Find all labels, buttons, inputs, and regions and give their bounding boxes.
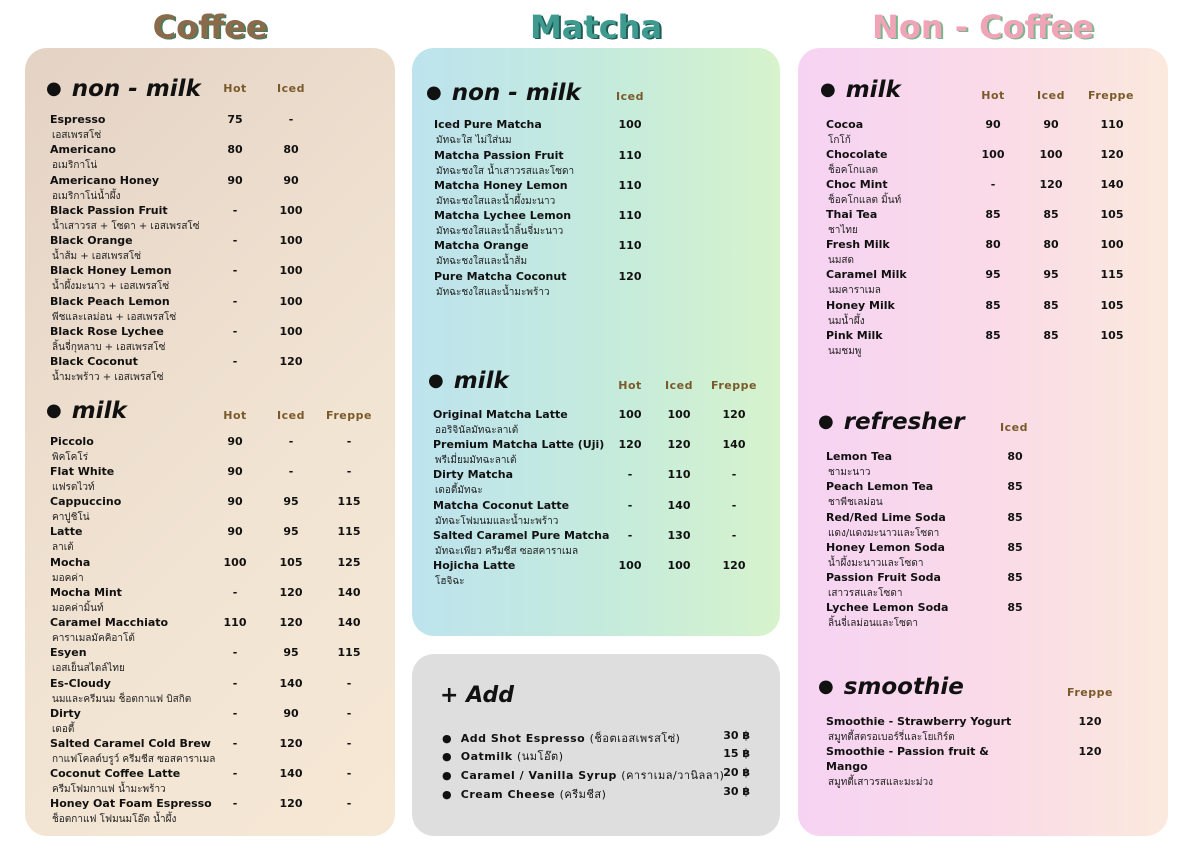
bullet-icon: ● (46, 400, 62, 421)
col-header-freppe: Freppe (326, 409, 372, 422)
col-header-hot: Hot (618, 379, 642, 392)
non-coffee-title: Non - Coffee (872, 8, 1094, 46)
coffee-title: Coffee (152, 8, 268, 46)
add-item: ● Caramel / Vanilla Syrup (คาราเมล/วานิลลา) (442, 769, 725, 782)
bullet-icon: ● (818, 411, 834, 432)
bullet-icon: ● (428, 370, 444, 391)
col-header-hot: Hot (981, 89, 1005, 102)
col-header-freppe: Freppe (1067, 686, 1113, 699)
col-header-iced: Iced (616, 90, 644, 103)
col-header-hot: Hot (223, 82, 247, 95)
col-header-iced: Iced (1000, 421, 1028, 434)
section-coffee-milk: ● milk (46, 398, 127, 424)
add-item: ● Cream Cheese (ครีมชีส) (442, 788, 607, 801)
col-header-iced: Iced (277, 409, 305, 422)
col-header-iced: Iced (1037, 89, 1065, 102)
bullet-icon: ● (442, 769, 461, 782)
add-item: ● Oatmilk (นมโอ๊ต) (442, 750, 564, 763)
section-smoothie: ● smoothie (818, 674, 964, 700)
add-price: 30 ฿ (723, 729, 750, 742)
section-non-coffee-milk: ● milk (820, 77, 901, 103)
bullet-icon: ● (442, 732, 461, 745)
section-matcha-non-milk: ● non - milk (426, 80, 581, 106)
add-price: 20 ฿ (723, 766, 750, 779)
section-refresher: ● refresher (818, 409, 965, 435)
col-header-freppe: Freppe (1088, 89, 1134, 102)
col-header-iced: Iced (665, 379, 693, 392)
add-price: 30 ฿ (723, 785, 750, 798)
matcha-title: Matcha (529, 8, 663, 46)
bullet-icon: ● (426, 82, 442, 103)
bullet-icon: ● (46, 78, 62, 99)
bullet-icon: ● (818, 676, 834, 697)
add-item: ● Add Shot Espresso (ช็อตเอสเพรสโซ่) (442, 732, 681, 745)
col-header-iced: Iced (277, 82, 305, 95)
col-header-freppe: Freppe (711, 379, 757, 392)
bullet-icon: ● (442, 788, 461, 801)
col-header-hot: Hot (223, 409, 247, 422)
add-title: + Add (440, 683, 514, 708)
section-matcha-milk: ● milk (428, 368, 509, 394)
bullet-icon: ● (442, 750, 461, 763)
bullet-icon: ● (820, 79, 836, 100)
add-price: 15 ฿ (723, 747, 750, 760)
section-coffee-non-milk: ● non - milk (46, 76, 201, 102)
